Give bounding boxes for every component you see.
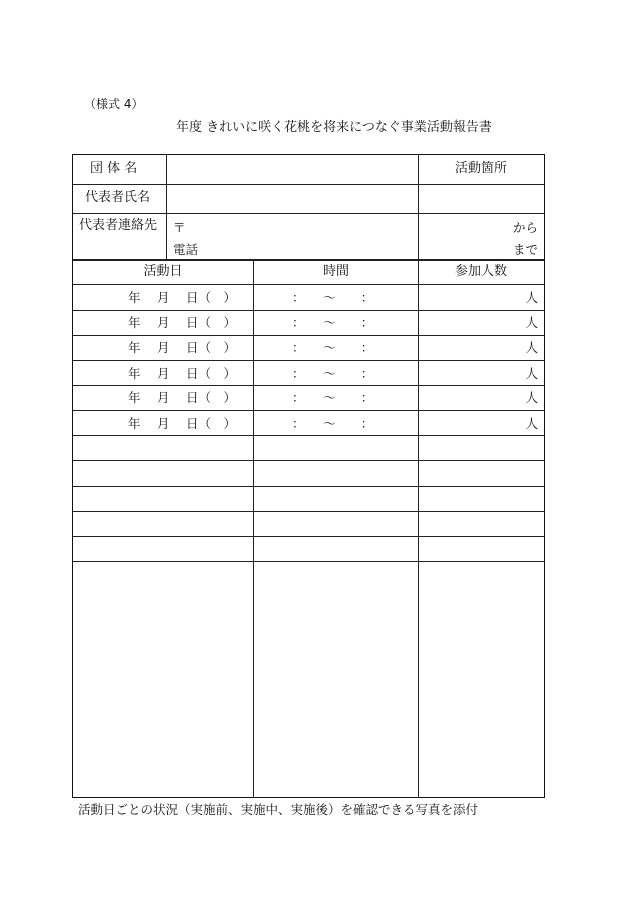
row-time[interactable]: ： ～ ： xyxy=(292,366,374,381)
row-count[interactable]: 人 xyxy=(525,366,538,381)
header-participants: 参加人数 xyxy=(454,264,507,279)
row-count[interactable]: 人 xyxy=(525,290,538,305)
page-title: 年度 きれいに咲く花桃を将来につなぐ事業活動報告書 xyxy=(176,120,492,135)
row-time[interactable]: ： ～ ： xyxy=(292,315,374,330)
location-label: 活動箇所 xyxy=(455,161,508,176)
divider xyxy=(73,259,544,261)
row-time[interactable]: ： ～ ： xyxy=(292,416,374,431)
location-field[interactable] xyxy=(419,185,543,213)
row-date[interactable]: 年 月 日（ ） xyxy=(128,390,236,405)
rep-contact-label: 代表者連絡先 xyxy=(79,218,158,233)
divider xyxy=(73,410,544,411)
divider xyxy=(253,260,254,797)
to-label: まで xyxy=(512,242,538,257)
header-activity-date: 活動日 xyxy=(143,264,183,279)
header-time: 時間 xyxy=(322,264,349,279)
row-count[interactable]: 人 xyxy=(525,390,538,405)
divider xyxy=(73,335,544,336)
row-date[interactable]: 年 月 日（ ） xyxy=(128,315,236,330)
postal-mark: 〒 xyxy=(173,220,186,235)
divider xyxy=(73,284,544,285)
divider xyxy=(73,536,544,537)
divider xyxy=(73,385,544,386)
rep-name-field[interactable] xyxy=(167,185,418,213)
from-label: から xyxy=(512,220,538,235)
footer-note: 活動日ごとの状況（実施前、実施中、実施後）を確認できる写真を添付 xyxy=(78,802,479,817)
divider xyxy=(73,460,544,461)
divider xyxy=(73,561,544,562)
row-time[interactable]: ： ～ ： xyxy=(292,290,374,305)
row-date[interactable]: 年 月 日（ ） xyxy=(128,340,236,355)
row-count[interactable]: 人 xyxy=(525,340,538,355)
divider xyxy=(73,511,544,512)
divider xyxy=(73,310,544,311)
report-form xyxy=(72,154,545,798)
form-number: （様式 4） xyxy=(84,97,144,111)
divider xyxy=(73,435,544,436)
divider xyxy=(73,360,544,361)
phone-label: 電話 xyxy=(173,242,199,257)
divider xyxy=(418,155,419,797)
group-name-label: 団 体 名 xyxy=(90,161,138,176)
group-name-field[interactable] xyxy=(167,155,418,184)
divider xyxy=(73,486,544,487)
row-date[interactable]: 年 月 日（ ） xyxy=(128,416,236,431)
row-count[interactable]: 人 xyxy=(525,416,538,431)
row-time[interactable]: ： ～ ： xyxy=(292,390,374,405)
rep-name-label: 代表者氏名 xyxy=(85,190,151,205)
row-count[interactable]: 人 xyxy=(525,315,538,330)
row-date[interactable]: 年 月 日（ ） xyxy=(128,366,236,381)
row-date[interactable]: 年 月 日（ ） xyxy=(128,290,236,305)
row-time[interactable]: ： ～ ： xyxy=(292,340,374,355)
divider xyxy=(73,213,544,214)
